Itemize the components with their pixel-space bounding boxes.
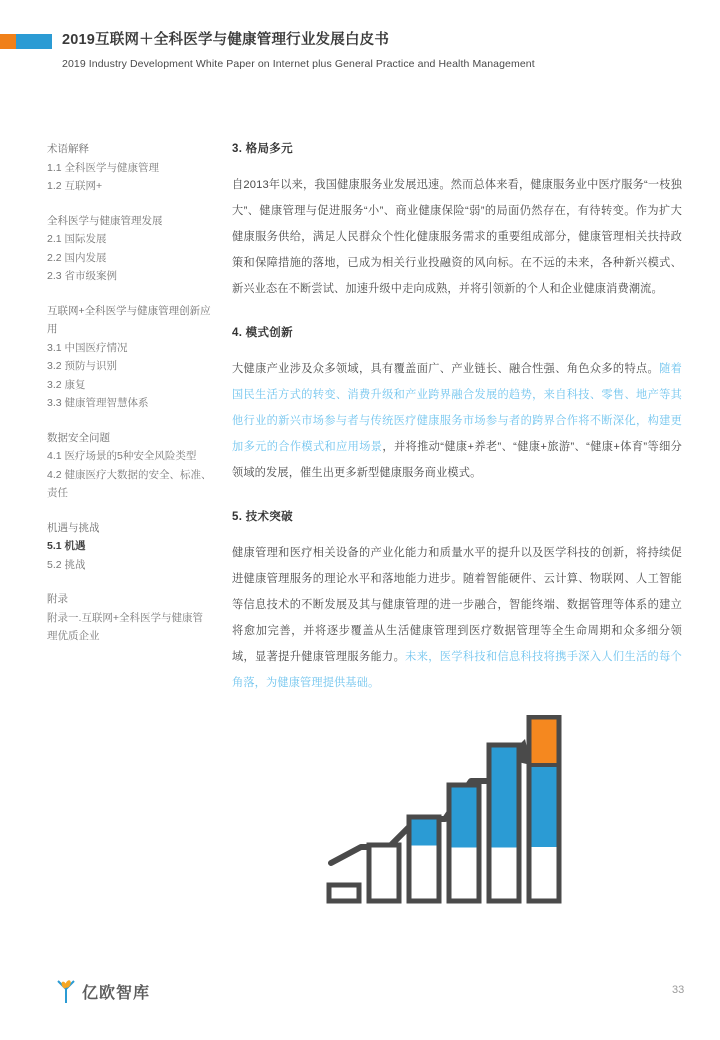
toc-group-heading[interactable]: 数据安全问题: [47, 431, 110, 444]
body-text: 自2013年以来，我国健康服务业发展迅速。然而总体来看，健康服务业中医疗服务“一枝独大”、健康管理与促进服务“小”、商业健康保险“弱”的局面仍然存在，有待转变。作为扩大健康服务供给，满足人民群众个性化健康服务需求的重要组成部分，健康管理相关扶持政策和保障措施的落地，已成为相关行业投融资的风向标。在不远的未来，各种新兴模式、新兴业态在不断尝试、加速升级中走向成熟，并将引领新的个人和企业健康消费潮流。: [232, 179, 682, 295]
footer-logo: [55, 978, 150, 1004]
toc-item[interactable]: 附录一.互联网+全科医学与健康管理优质企业: [47, 611, 204, 642]
toc-item[interactable]: 3.2 康复: [47, 378, 86, 391]
footer-logo-text: 亿欧智库: [82, 984, 151, 1002]
bar-4: [449, 785, 479, 901]
section-paragraph: [232, 356, 682, 486]
toc-group: [47, 140, 212, 196]
page-number: 33: [672, 984, 685, 996]
body-text: 健康管理和医疗相关设备的产业化能力和质量水平的提升以及医学科技的创新，将持续促进健康管理服务的理论水平和落地能力进步。随着智能硬件、云计算、物联网、人工智能等信息技术的不断发展及其与健康管理的进一步融合，智能终端、数据管理等体系的建立将愈加完善，并将逐步覆盖从生活健康管理到医疗数据管理等全生命周期和众多细分领域，显著提升健康管理服务能力。: [232, 547, 682, 663]
toc-group: [47, 429, 212, 503]
toc-group-heading[interactable]: 互联网+全科医学与健康管理创新应用: [47, 304, 211, 335]
toc-group-heading[interactable]: 全科医学与健康管理发展: [47, 214, 163, 227]
bar-2: [369, 845, 399, 901]
section-paragraph: [232, 540, 682, 696]
toc-item[interactable]: 5.1 机遇: [47, 540, 86, 552]
toc-group-heading[interactable]: 机遇与挑战: [47, 521, 100, 534]
toc-group: [47, 302, 212, 413]
toc-group-heading[interactable]: 术语解释: [47, 143, 89, 155]
chart-svg: [325, 715, 565, 905]
blue-bar-icon: [16, 34, 52, 49]
toc-item[interactable]: 4.1 医疗场景的5种安全风险类型: [47, 450, 197, 462]
yiou-wheat-logo-icon: [55, 978, 77, 1004]
toc-group: [47, 519, 212, 575]
table-of-contents-sidebar: [47, 140, 212, 646]
bar-5: [489, 745, 519, 901]
toc-item[interactable]: 4.2 健康医疗大数据的安全、标准、责任: [47, 468, 212, 499]
growth-bar-chart-illustration: [325, 715, 565, 905]
main-content: [232, 140, 682, 696]
toc-group: [47, 212, 212, 286]
toc-item[interactable]: 2.2 国内发展: [47, 251, 107, 264]
toc-item[interactable]: 5.2 挑战: [47, 558, 86, 571]
content-section: [232, 140, 682, 302]
orange-square-icon: [0, 34, 16, 49]
bar-3: [409, 817, 439, 901]
section-title: 5. 技术突破: [232, 511, 293, 523]
content-section: [232, 324, 682, 486]
toc-item[interactable]: 2.3 省市级案例: [47, 270, 118, 282]
body-text: ，并将推动“健康+养老”、“健康+旅游”、“健康+体育”等细分领域的发展，催生出更多新型健康服务商业模式。: [232, 441, 682, 479]
toc-item[interactable]: 1.1 全科医学与健康管理: [47, 161, 160, 174]
toc-group-heading[interactable]: 附录: [47, 593, 68, 605]
page-header: [0, 28, 720, 88]
bar-6: [529, 717, 559, 901]
toc-item[interactable]: 2.1 国际发展: [47, 233, 107, 245]
section-title: 4. 模式创新: [232, 327, 293, 339]
toc-item[interactable]: 3.2 预防与识别: [47, 360, 118, 372]
toc-item[interactable]: 3.3 健康管理智慧体系: [47, 397, 149, 409]
toc-item[interactable]: 3.1 中国医疗情况: [47, 341, 128, 354]
section-title: 3. 格局多元: [232, 143, 293, 155]
highlighted-text: 随着国民生活方式的转变、消费升级和产业跨界融合发展的趋势，来自科技、零售、地产等其他行业的新兴市场参与者与传统医疗健康服务市场参与者的跨界合作将不断深化，构建更加多元的合作模式和应用场景: [232, 363, 682, 453]
highlighted-text: 未来，医学科技和信息科技将携手深入人们生活的每个角落，为健康管理提供基础。: [232, 651, 682, 689]
toc-group: [47, 590, 212, 646]
header-color-marks: [0, 34, 52, 49]
content-section: [232, 508, 682, 696]
section-paragraph: [232, 172, 682, 302]
toc-item[interactable]: 1.2 互联网+: [47, 180, 103, 192]
bar-1: [329, 885, 359, 901]
body-text: 大健康产业涉及众多领域，具有覆盖面广、产业链长、融合性强、角色众多的特点。: [232, 363, 660, 375]
header-title-english: 2019 Industry Development White Paper on Internet plus General Practice and Health Management: [62, 58, 535, 70]
header-title-chinese: 2019互联网＋全科医学与健康管理行业发展白皮书: [62, 32, 390, 48]
